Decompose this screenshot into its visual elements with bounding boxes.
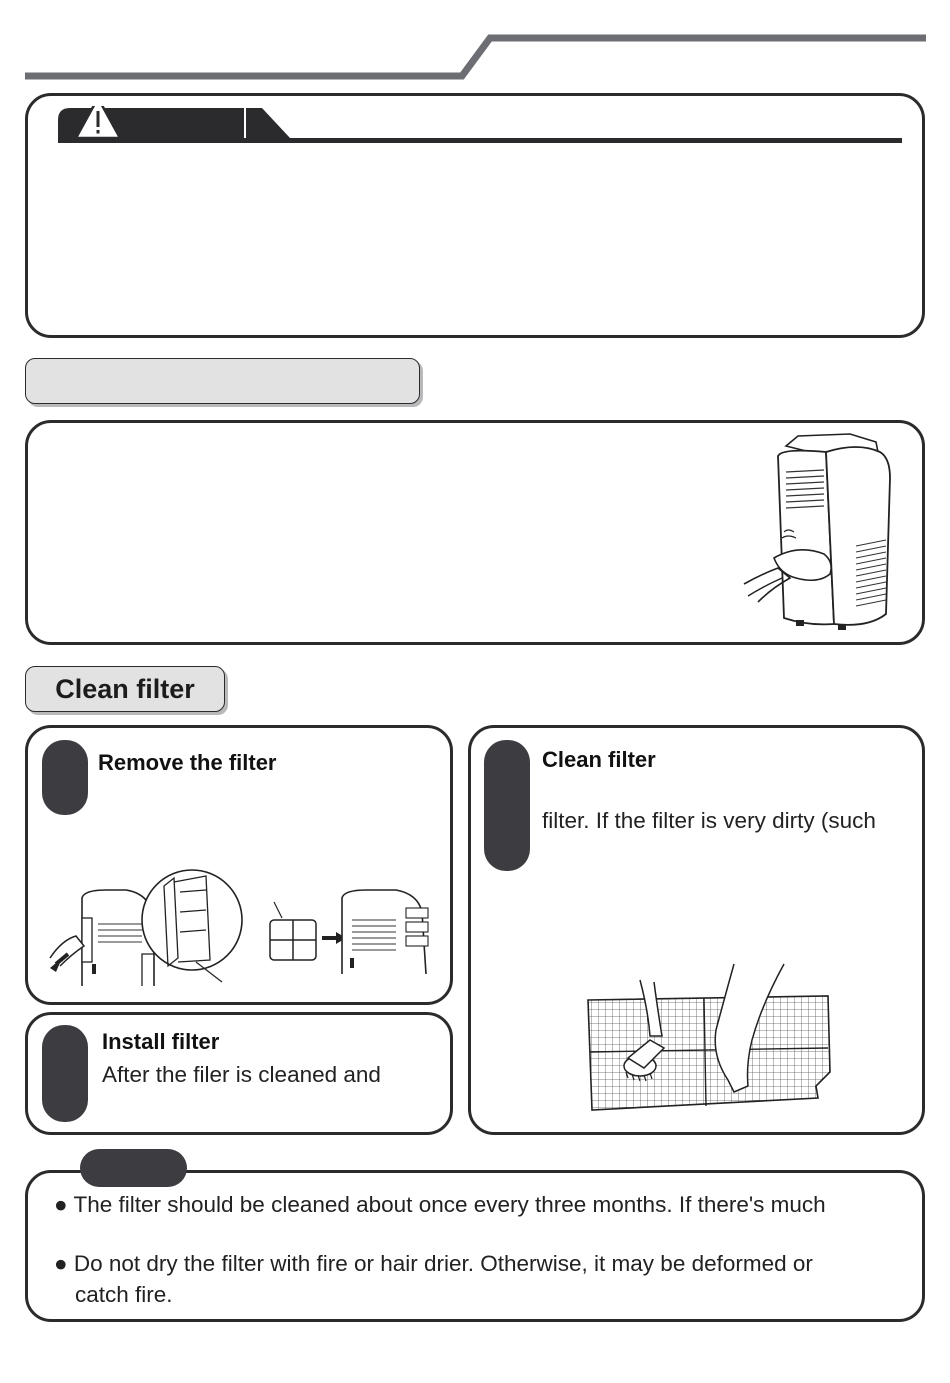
- remove-filter-illustration: [46, 862, 446, 992]
- clean-filter-heading: [25, 666, 225, 712]
- note-item-continuation: catch fire.: [75, 1282, 173, 1307]
- filter-brush-illustration: [584, 960, 836, 1116]
- step-badge-install: [42, 1025, 88, 1122]
- warning-banner: [58, 106, 904, 146]
- note-item-text: Do not dry the filter with fire or hair drier. Otherwise, it may be deformed or: [73, 1251, 813, 1276]
- header-rule: [0, 0, 950, 90]
- bullet-icon: ●: [54, 1251, 68, 1276]
- bullet-icon: ●: [54, 1192, 68, 1217]
- note-item: [54, 1192, 826, 1218]
- remove-filter-title: Remove the filter: [98, 750, 277, 775]
- install-filter-title: Install filter: [102, 1029, 220, 1054]
- notes-badge: [80, 1149, 187, 1187]
- note-item-text: The filter should be cleaned about once every three months. If there's much: [73, 1192, 826, 1217]
- install-filter-text: After the filer is cleaned and: [102, 1062, 381, 1087]
- note-item: [54, 1251, 813, 1277]
- clean-filter-text: filter. If the filter is very dirty (such: [542, 808, 876, 833]
- air-conditioner-wipe-illustration: [738, 428, 898, 638]
- clean-filter-title: Clean filter: [542, 747, 656, 772]
- step-badge-clean: [484, 740, 530, 871]
- step-badge-remove: [42, 740, 88, 815]
- clean-filter-heading-label: Clean filter: [55, 673, 195, 704]
- section-heading-pill: [25, 358, 420, 404]
